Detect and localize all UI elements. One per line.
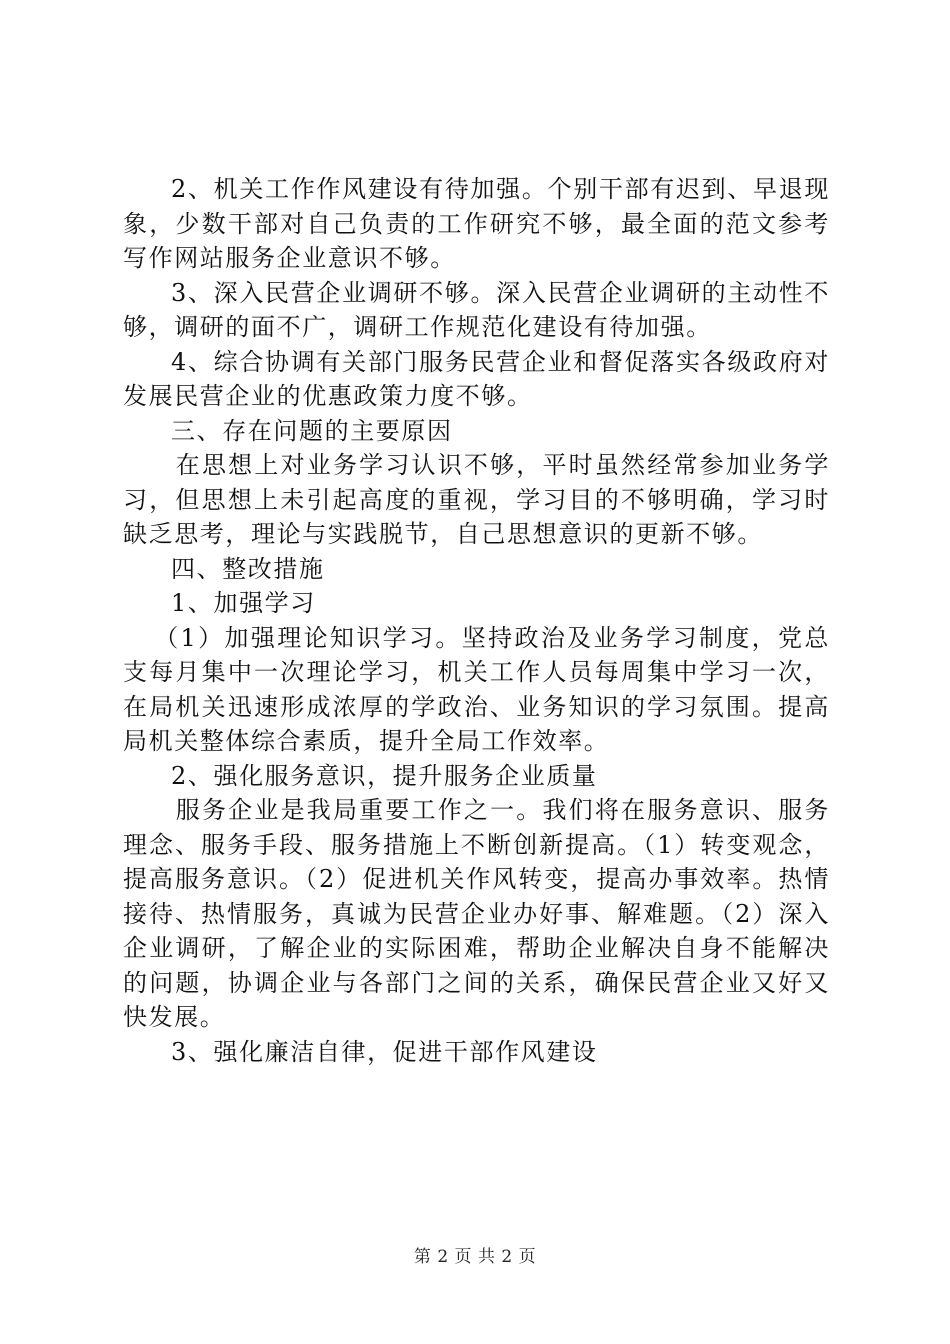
paragraph-coordination: 4、综合协调有关部门服务民营企业和督促落实各级政府对发展民营企业的优惠政策力度不够。 xyxy=(123,347,830,410)
subheading-strengthen-learning: 1、加强学习 xyxy=(171,589,316,617)
paragraph-theory-study: （1）加强理论知识学习。坚持政治及业务学习制度，党总支每月集中一次理论学习，机关工作人员每周集中学习一次，在局机关迅速形成浓厚的学政治、业务知识的学习氛围。提高局机关整体综合素质，提升全局工作效率。 xyxy=(123,623,830,755)
paragraph-causes: 在思想上对业务学习认识不够，平时虽然经常参加业务学习，但思想上未引起高度的重视，学习目的不够明确，学习时缺乏思考，理论与实践脱节，自己思想意识的更新不够。 xyxy=(123,451,830,548)
subheading-service-awareness: 2、强化服务意识，提升服务企业质量 xyxy=(171,761,598,790)
paragraph-research: 3、深入民营企业调研不够。深入民营企业调研的主动性不够，调研的面不广，调研工作规范化建设有待加强。 xyxy=(123,278,830,341)
subheading-integrity: 3、强化廉洁自律，促进干部作风建设 xyxy=(171,1037,598,1066)
document-body xyxy=(123,172,830,1069)
section-heading-causes: 三、存在问题的主要原因 xyxy=(171,416,453,445)
section-heading-measures: 四、整改措施 xyxy=(171,554,325,583)
paragraph-service-enterprise: 服务企业是我局重要工作之一。我们将在服务意识、服务理念、服务手段、服务措施上不断创新提高。（1）转变观念，提高服务意识。（2）促进机关作风转变，提高办事效率。热情接待、热情服务，真诚为民营企业办好事、解难题。（2）深入企业调研，了解企业的实际困难，帮助企业解决自身不能解决的问题，协调企业与各部门之间的关系，确保民营企业又好又快发展。 xyxy=(123,796,830,1031)
page-footer: 第 2 页 共 2 页 xyxy=(413,1247,537,1267)
paragraph-work-style: 2、机关工作作风建设有待加强。个别干部有迟到、早退现象，少数干部对自己负责的工作研究不够，最全面的范文参考写作网站服务企业意识不够。 xyxy=(123,175,830,272)
